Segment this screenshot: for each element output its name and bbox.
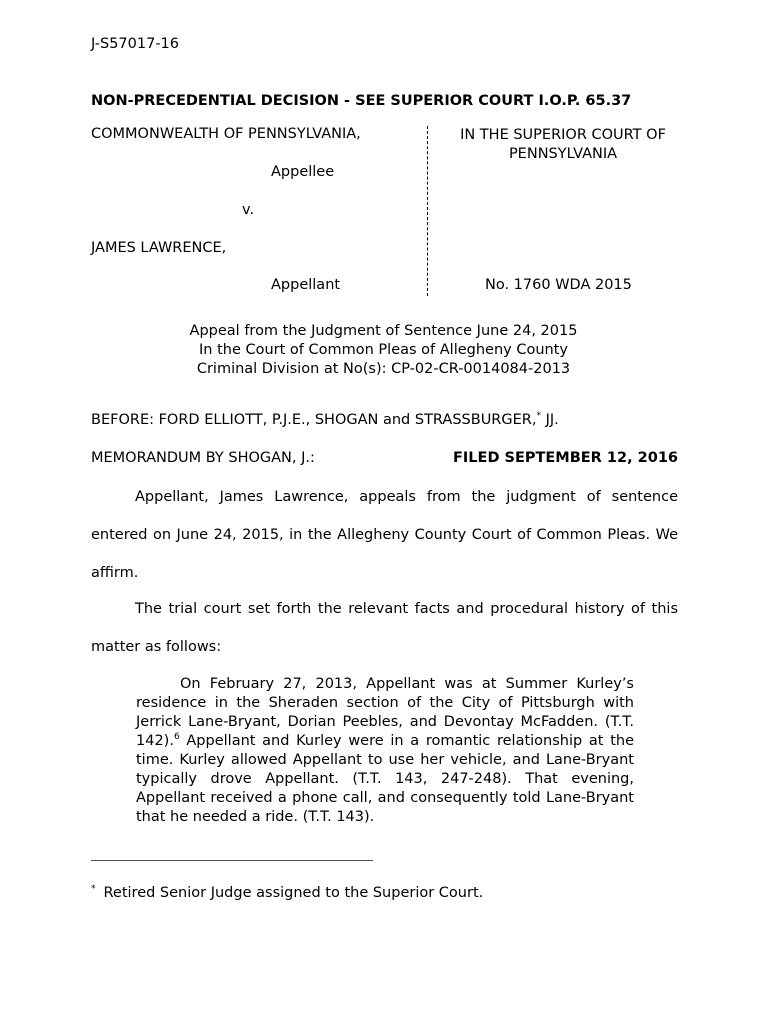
memorandum-author: MEMORANDUM BY SHOGAN, J.: [91,450,315,466]
court-name-line-1: IN THE SUPERIOR COURT OF [460,127,666,143]
panel-suffix: JJ. [540,412,559,428]
document-id: J-S57017-16 [91,36,180,52]
caption-court-name [432,126,694,164]
appeal-line-3: Criminal Division at No(s): CP-02-CR-0014084-2013 [196,361,571,377]
caption-divider [427,126,428,296]
appeal-line-2: In the Court of Common Pleas of Allegheny County [199,342,568,358]
footnote [91,884,483,901]
caption-party-defendant: JAMES LAWRENCE, [91,240,227,256]
appeal-description [91,322,676,379]
footnote-text: Retired Senior Judge assigned to the Superior Court. [103,885,484,901]
footnote-marker-star: * [536,411,541,421]
non-precedential-heading: NON-PRECEDENTIAL DECISION - SEE SUPERIOR COURT I.O.P. 65.37 [91,93,632,109]
caption-role-appellee: Appellee [271,164,335,180]
footnote-marker: * [91,884,96,894]
footnote-separator [91,860,373,861]
caption-role-appellant: Appellant [271,277,341,293]
block-quote [136,675,634,827]
footnote-reference: 6 [173,732,180,742]
filed-date: FILED SEPTEMBER 12, 2016 [453,450,678,466]
paragraph-1-text: Appellant, James Lawrence, appeals from the judgment of sentence entered on June 24, 2015, in the Allegheny County Court of Common Pleas. We affirm. [91,489,678,581]
appeal-line-1: Appeal from the Judgment of Sentence June 24, 2015 [189,323,578,339]
docket-number: No. 1760 WDA 2015 [485,277,632,293]
block-quote-part-1: On February 27, 2013, Appellant was at Summer Kurley’s residence in the Sheraden section of the City of Pittsburgh with Jerrick Lane-Bryant, Dorian Peebles, and Devontay McFadden. (T.T. 142). [136,676,634,749]
court-name-line-2: PENNSYLVANIA [508,146,618,162]
caption-versus: v. [242,202,255,218]
body-paragraph [91,590,678,666]
panel-before [91,411,559,428]
paragraph-2-text: The trial court set forth the relevant facts and procedural history of this matter as follows: [91,601,678,655]
block-quote-part-2: Appellant and Kurley were in a romantic relationship at the time. Kurley allowed Appellant to use her vehicle, and Lane-Bryant typically drove Appellant. (T.T. 143, 247-248). That evening, Appellant received a phone call, and consequently told Lane-Bryant that he needed a ride. (T.T. 143). [136,733,634,825]
panel-judges: BEFORE: FORD ELLIOTT, P.J.E., SHOGAN and STRASSBURGER, [91,412,537,428]
caption-party-commonwealth: COMMONWEALTH OF PENNSYLVANIA, [91,126,361,142]
body-paragraph [91,478,678,592]
